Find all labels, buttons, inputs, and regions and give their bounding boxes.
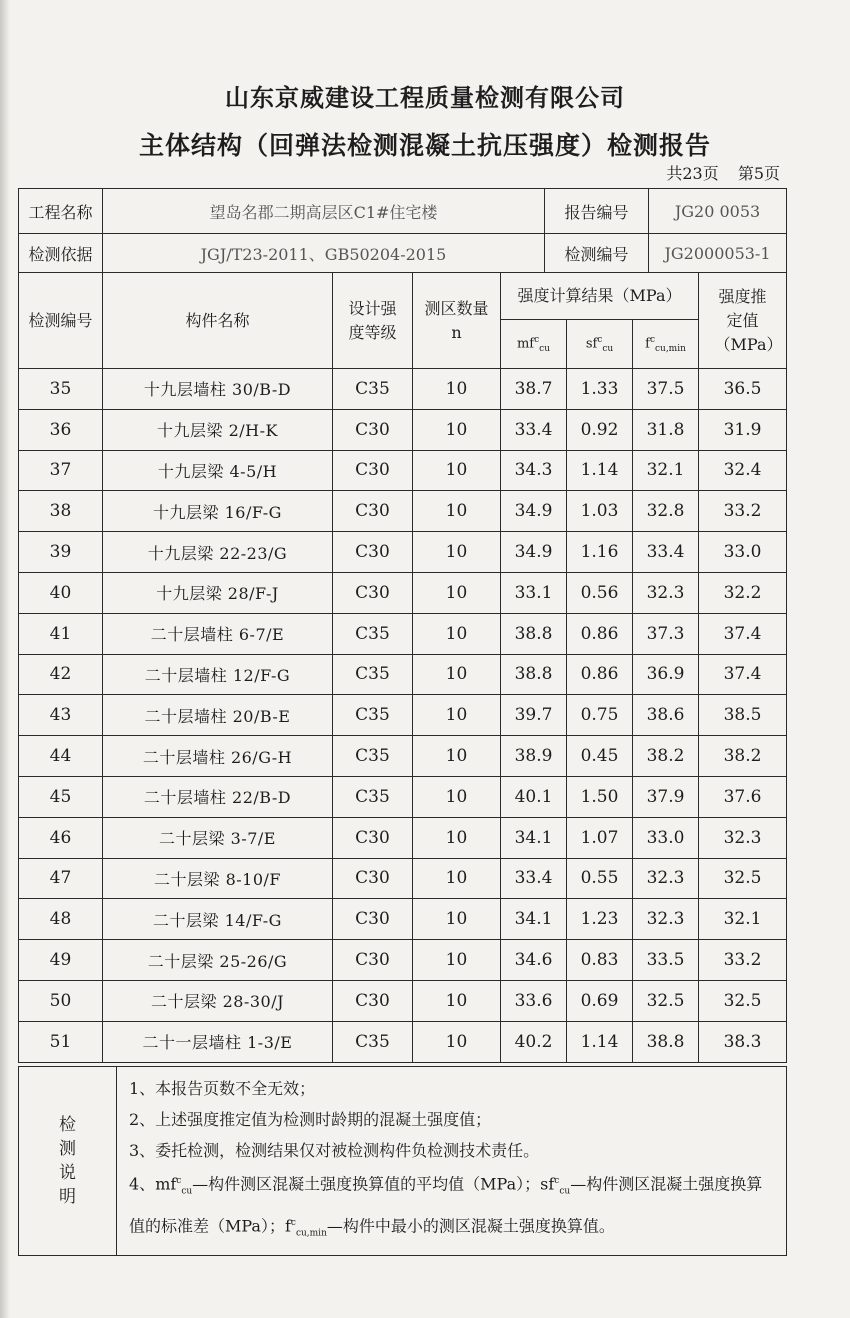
cell-min: 37.9 — [633, 776, 699, 817]
cell-id: 40 — [19, 572, 103, 613]
cell-grade: C35 — [333, 654, 413, 695]
project-value: 望岛名郡二期高层区C1#住宅楼 — [103, 189, 545, 234]
note-item-4: 4、$mf^c_{cu}—$构件测区混凝土强度换算值的平均值（MPa）；$sf^c_{cu}—$构件测区混凝土强度换算值的标准差（MPa）；$f^c_{cu,min}—$构件中最小的测区混凝土强度换算值。 — [129, 1174, 763, 1239]
cell-std: 1.23 — [567, 899, 633, 940]
cell-estimate: 33.0 — [699, 532, 787, 573]
cell-std: 0.83 — [567, 940, 633, 981]
cell-name: 二十层梁 25-26/G — [103, 940, 333, 981]
cell-zones: 10 — [413, 532, 501, 573]
cell-min: 38.6 — [633, 695, 699, 736]
cell-name: 十九层梁 22-23/G — [103, 532, 333, 573]
report-title: 主体结构（回弹法检测混凝土抗压强度）检测报告 — [138, 131, 711, 160]
table-row — [19, 940, 787, 981]
cell-name: 十九层梁 4-5/H — [103, 450, 333, 491]
cell-grade: C30 — [333, 817, 413, 858]
col-header-id: 检测编号 — [19, 273, 103, 369]
cell-name: 二十层梁 3-7/E — [103, 817, 333, 858]
cell-mean: 38.7 — [501, 369, 567, 410]
cell-grade: C30 — [333, 940, 413, 981]
cell-std: 0.45 — [567, 736, 633, 777]
col-header-std: $sf^c_{cu}$ — [567, 320, 633, 369]
table-row — [19, 695, 787, 736]
cell-grade: C30 — [333, 899, 413, 940]
cell-std: 0.86 — [567, 654, 633, 695]
col-header-grade-text: 设计强度等级 — [348, 298, 397, 342]
notes-label: 检测说明 — [59, 1115, 76, 1208]
cell-mean: 33.1 — [501, 572, 567, 613]
cell-min: 38.2 — [633, 736, 699, 777]
table-row — [19, 899, 787, 940]
cell-id: 42 — [19, 654, 103, 695]
notes-table — [18, 1066, 787, 1256]
notes-list — [117, 1067, 787, 1256]
cell-std: 1.07 — [567, 817, 633, 858]
page-info — [652, 161, 780, 184]
cell-estimate: 36.5 — [699, 369, 787, 410]
cell-zones: 10 — [413, 613, 501, 654]
cell-std: 0.75 — [567, 695, 633, 736]
cell-id: 46 — [19, 817, 103, 858]
table-row — [19, 858, 787, 899]
cell-name: 二十层墙柱 20/B-E — [103, 695, 333, 736]
cell-name: 二十层梁 14/F-G — [103, 899, 333, 940]
cell-mean: 33.4 — [501, 858, 567, 899]
cell-id: 48 — [19, 899, 103, 940]
cell-id: 44 — [19, 736, 103, 777]
cell-estimate: 32.3 — [699, 817, 787, 858]
cell-mean: 38.8 — [501, 613, 567, 654]
cell-id: 47 — [19, 858, 103, 899]
cell-name: 十九层梁 2/H-K — [103, 409, 333, 450]
cell-id: 35 — [19, 369, 103, 410]
table-row — [19, 572, 787, 613]
cell-id: 51 — [19, 1021, 103, 1062]
cell-std: 1.03 — [567, 491, 633, 532]
cell-estimate: 32.1 — [699, 899, 787, 940]
cell-mean: 39.7 — [501, 695, 567, 736]
cell-id: 36 — [19, 409, 103, 450]
cell-min: 37.3 — [633, 613, 699, 654]
test-no-label: 检测编号 — [545, 234, 649, 273]
cell-zones: 10 — [413, 940, 501, 981]
cell-mean: 34.6 — [501, 940, 567, 981]
cell-estimate: 32.5 — [699, 858, 787, 899]
cell-id: 41 — [19, 613, 103, 654]
cell-grade: C35 — [333, 695, 413, 736]
table-row — [19, 980, 787, 1021]
cell-estimate: 38.2 — [699, 736, 787, 777]
note-item-1: 1、本报告页数不全无效； — [129, 1079, 316, 1098]
cell-id: 37 — [19, 450, 103, 491]
cell-min: 32.1 — [633, 450, 699, 491]
cell-grade: C35 — [333, 776, 413, 817]
cell-grade: C35 — [333, 1021, 413, 1062]
cell-name: 二十一层墙柱 1-3/E — [103, 1021, 333, 1062]
cell-grade: C30 — [333, 572, 413, 613]
cell-std: 0.86 — [567, 613, 633, 654]
cell-estimate: 38.3 — [699, 1021, 787, 1062]
cell-std: 1.33 — [567, 369, 633, 410]
cell-mean: 34.1 — [501, 817, 567, 858]
table-row — [19, 409, 787, 450]
col-header-calc-group: 强度计算结果（MPa） — [501, 273, 699, 320]
basis-value: JGJ/T23-2011、GB50204-2015 — [103, 234, 545, 273]
table-row — [19, 776, 787, 817]
cell-estimate: 32.4 — [699, 450, 787, 491]
cell-name: 十九层墙柱 30/B-D — [103, 369, 333, 410]
cell-min: 32.8 — [633, 491, 699, 532]
cell-min: 36.9 — [633, 654, 699, 695]
cell-estimate: 37.6 — [699, 776, 787, 817]
cell-zones: 10 — [413, 450, 501, 491]
cell-name: 二十层墙柱 22/B-D — [103, 776, 333, 817]
report-no-value: JG20 0053 — [649, 189, 787, 234]
cell-zones: 10 — [413, 776, 501, 817]
cell-min: 32.5 — [633, 980, 699, 1021]
col-header-grade — [333, 273, 413, 369]
test-no-value: JG2000053-1 — [649, 234, 787, 273]
cell-zones: 10 — [413, 858, 501, 899]
table-row — [19, 491, 787, 532]
cell-std: 0.92 — [567, 409, 633, 450]
cell-zones: 10 — [413, 654, 501, 695]
cell-min: 32.3 — [633, 572, 699, 613]
cell-mean: 40.2 — [501, 1021, 567, 1062]
page-edge-shadow — [0, 0, 10, 1318]
cell-zones: 10 — [413, 899, 501, 940]
cell-zones: 10 — [413, 409, 501, 450]
cell-estimate: 31.9 — [699, 409, 787, 450]
cell-id: 49 — [19, 940, 103, 981]
cell-mean: 34.9 — [501, 491, 567, 532]
notes-row — [19, 1067, 787, 1256]
cell-std: 0.55 — [567, 858, 633, 899]
cell-estimate: 37.4 — [699, 613, 787, 654]
col-header-min: $f^c_{cu,min}$ — [633, 320, 699, 369]
cell-mean: 34.9 — [501, 532, 567, 573]
cell-min: 33.0 — [633, 817, 699, 858]
cell-grade: C30 — [333, 858, 413, 899]
note-item-2: 2、上述强度推定值为检测时龄期的混凝土强度值； — [129, 1110, 492, 1129]
cell-grade: C35 — [333, 369, 413, 410]
cell-grade: C35 — [333, 736, 413, 777]
cell-name: 二十层墙柱 26/G-H — [103, 736, 333, 777]
basis-label: 检测依据 — [19, 234, 103, 273]
col-header-estimate-text: 强度推定值（MPa） — [714, 286, 783, 354]
project-label: 工程名称 — [19, 189, 103, 234]
col-header-zones — [413, 273, 501, 369]
table-row — [19, 369, 787, 410]
col-header-mean: $mf^c_{cu}$ — [501, 320, 567, 369]
results-body — [19, 369, 787, 1063]
cell-min: 38.8 — [633, 1021, 699, 1062]
cell-min: 33.4 — [633, 532, 699, 573]
cell-mean: 33.6 — [501, 980, 567, 1021]
total-pages: 共23页 — [666, 164, 719, 183]
cell-min: 37.5 — [633, 369, 699, 410]
cell-mean: 38.8 — [501, 654, 567, 695]
note-item-3: 3、委托检测，检测结果仅对被检测构件负检测技术责任。 — [129, 1141, 540, 1160]
table-row — [19, 450, 787, 491]
col-header-zones-text: 测区数量n — [424, 298, 489, 342]
cell-grade: C30 — [333, 532, 413, 573]
cell-std: 1.14 — [567, 1021, 633, 1062]
cell-mean: 38.9 — [501, 736, 567, 777]
project-row — [19, 189, 787, 234]
table-row — [19, 654, 787, 695]
cell-grade: C30 — [333, 450, 413, 491]
cell-name: 十九层梁 16/F-G — [103, 491, 333, 532]
report-no-label: 报告编号 — [545, 189, 649, 234]
cell-estimate: 32.5 — [699, 980, 787, 1021]
cell-zones: 10 — [413, 491, 501, 532]
cell-id: 50 — [19, 980, 103, 1021]
cell-name: 二十层梁 8-10/F — [103, 858, 333, 899]
cell-estimate: 33.2 — [699, 491, 787, 532]
cell-zones: 10 — [413, 572, 501, 613]
cell-mean: 40.1 — [501, 776, 567, 817]
cell-zones: 10 — [413, 1021, 501, 1062]
cell-id: 43 — [19, 695, 103, 736]
table-row — [19, 532, 787, 573]
cell-mean: 34.1 — [501, 899, 567, 940]
cell-mean: 34.3 — [501, 450, 567, 491]
cell-min: 32.3 — [633, 899, 699, 940]
col-header-estimate — [699, 273, 787, 369]
cell-zones: 10 — [413, 369, 501, 410]
cell-mean: 33.4 — [501, 409, 567, 450]
cell-zones: 10 — [413, 817, 501, 858]
basis-row — [19, 234, 787, 273]
cell-zones: 10 — [413, 695, 501, 736]
cell-std: 0.56 — [567, 572, 633, 613]
notes-label-cell — [19, 1067, 117, 1256]
table-row — [19, 1021, 787, 1062]
table-row — [19, 613, 787, 654]
cell-std: 1.14 — [567, 450, 633, 491]
cell-zones: 10 — [413, 980, 501, 1021]
cell-min: 33.5 — [633, 940, 699, 981]
company-name: 山东京威建设工程质量检测有限公司 — [225, 83, 625, 112]
table-row — [19, 736, 787, 777]
cell-name: 二十层墙柱 12/F-G — [103, 654, 333, 695]
results-table — [18, 272, 787, 1063]
column-header-row — [19, 273, 787, 320]
cell-estimate: 33.2 — [699, 940, 787, 981]
cell-min: 32.3 — [633, 858, 699, 899]
cell-estimate: 38.5 — [699, 695, 787, 736]
project-info-table — [18, 188, 787, 273]
cell-std: 1.16 — [567, 532, 633, 573]
cell-zones: 10 — [413, 736, 501, 777]
col-header-name: 构件名称 — [103, 273, 333, 369]
cell-min: 31.8 — [633, 409, 699, 450]
cell-grade: C30 — [333, 980, 413, 1021]
cell-name: 二十层梁 28-30/J — [103, 980, 333, 1021]
cell-estimate: 37.4 — [699, 654, 787, 695]
page-number: 第5页 — [737, 164, 780, 183]
cell-grade: C35 — [333, 613, 413, 654]
cell-estimate: 32.2 — [699, 572, 787, 613]
cell-id: 38 — [19, 491, 103, 532]
cell-std: 1.50 — [567, 776, 633, 817]
cell-grade: C30 — [333, 409, 413, 450]
cell-id: 39 — [19, 532, 103, 573]
cell-id: 45 — [19, 776, 103, 817]
cell-grade: C30 — [333, 491, 413, 532]
table-row — [19, 817, 787, 858]
cell-name: 二十层墙柱 6-7/E — [103, 613, 333, 654]
cell-std: 0.69 — [567, 980, 633, 1021]
cell-name: 十九层梁 28/F-J — [103, 572, 333, 613]
